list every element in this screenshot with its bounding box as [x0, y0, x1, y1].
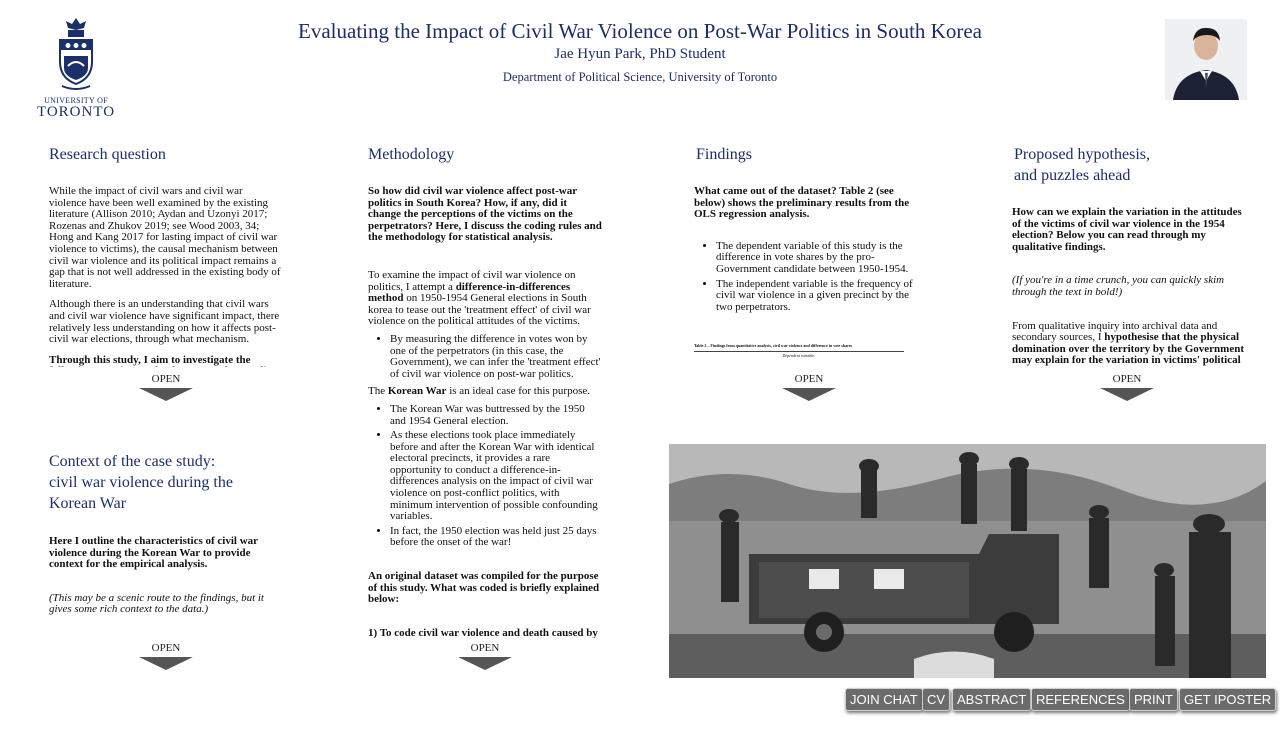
hypothesis-open-button[interactable]: [1097, 373, 1157, 401]
hypothesis-intro: How can we explain the variation in the attitudes of the victims of civil war violence in the 1954 election? Below you can read through my qualitative findings.: [1012, 207, 1242, 253]
korean-war-photo: [669, 444, 1266, 678]
university-logo: [34, 16, 118, 122]
poster-title: Evaluating the Impact of Civil War Violence on Post-War Politics in South Korea: [298, 19, 982, 43]
soldiers-truck-photo-icon: [669, 444, 1266, 678]
logo-toronto: TORONTO: [36, 104, 116, 120]
methodology-paragraph-2: The Korean War is an ideal case for this purpose.: [368, 385, 591, 398]
context-heading-line1: Context of the case study:: [49, 453, 216, 470]
list-item: • As these elections took place immediately before and after the Korean War with identical electoral precincts, it provides a rare opportunity to conduct a difference-in-differences analysis on the impact of civil war violence on post-conflict politics, with minimum intervention of possible confounding variables.: [390, 430, 602, 523]
research-paragraph-1: While the impact of civil wars and civil war violence have been well examined by the existing literature (Allison 2010; Aydan and Uzonyi 2017; Rozenas and Zhukov 2019; see Wood 2003, 34; Hong and Kang 2017 for lasting impact of civil war violence to victims), the causal mechanism between civil war violence and its political impact remains a gap that is not well addressed in the existing body of literature.: [49, 186, 281, 290]
author-photo: [1165, 19, 1247, 100]
findings-intro: What came out of the dataset? Table 2 (see below) shows the preliminary results from the OLS regression analysis.: [694, 186, 910, 221]
hypothesis-heading-line2: and puzzles ahead: [1014, 167, 1131, 184]
findings-open-button[interactable]: [779, 373, 839, 401]
findings-heading: Findings: [696, 146, 753, 163]
author-portrait-icon: [1165, 19, 1247, 100]
methodology-open-button[interactable]: [455, 642, 515, 670]
references-button[interactable]: REFERENCES: [1031, 688, 1130, 711]
research-paragraph-2: Although there is an understanding that civil wars and civil war violence have significant impact, there relatively less understanding on how it affects post-civil war elections, through what mechanism.: [49, 298, 280, 346]
context-paragraph-2: (This may be a scenic route to the findings, but it gives some rich context to the data.): [49, 591, 264, 616]
table-subheader: Dependent variable:: [782, 353, 816, 359]
abstract-button[interactable]: ABSTRACT: [952, 688, 1031, 711]
research-open-button[interactable]: [136, 373, 196, 401]
research-question-heading: Research question: [49, 146, 166, 163]
context-heading-line3: Korean War: [49, 495, 127, 512]
methodology-bullets-2: [368, 404, 602, 549]
open-label: OPEN: [151, 642, 181, 654]
methodology-paragraph-3: An original dataset was compiled for the purpose of this study. What was coded is briefly explained below:: [368, 570, 600, 606]
list-item: • The dependent variable of this study is the difference in vote shares by the pro-Government candidate between 1950-1954.: [716, 241, 926, 276]
findings-table-preview: [694, 343, 904, 358]
cv-button[interactable]: CV: [922, 688, 950, 711]
list-item: • The independent variable is the frequency of civil war violence in a given precinct by the two perpetrators.: [716, 279, 926, 314]
hypothesis-heading-line1: Proposed hypothesis,: [1014, 146, 1150, 163]
crest-icon: [54, 16, 98, 96]
get-iposter-button[interactable]: GET IPOSTER: [1179, 688, 1276, 711]
context-heading: [49, 451, 233, 514]
poster-department: Department of Political Science, University of Toronto: [502, 70, 778, 84]
research-paragraph-3: Through this study, I aim to investigate the: [49, 353, 251, 366]
methodology-intro: So how did civil war violence affect post-war politics in South Korea? How, if any, did it change the perceptions of the victims on the perpetrators? Here, I discuss the coding rules and the methodology for statistical analysis.: [368, 186, 602, 244]
open-label: OPEN: [470, 642, 500, 654]
context-text: [49, 536, 269, 625]
methodology-heading: Methodology: [368, 146, 455, 163]
table-caption: Table 2 – Findings from quantitative analysis, civil war violence and difference in vote shares: [694, 343, 853, 349]
open-label: OPEN: [1112, 373, 1142, 385]
open-arrow-icon: [458, 657, 512, 670]
methodology-paragraph-4: 1) To code civil war violence and death caused by: [368, 626, 598, 638]
open-label: OPEN: [794, 373, 824, 385]
open-arrow-icon: [139, 388, 193, 401]
table-rule: [694, 351, 904, 352]
findings-bullets: [694, 241, 926, 314]
list-item: • The Korean War was buttressed by the 1950 and 1954 General election.: [390, 404, 602, 427]
research-question-text: [49, 186, 281, 367]
poster-header: [200, 18, 1080, 85]
hypothesis-heading: [1014, 144, 1150, 186]
logo-university-of: UNIVERSITY OF: [44, 96, 108, 105]
findings-text: [694, 186, 926, 366]
context-open-button[interactable]: [136, 642, 196, 670]
hypothesis-text: [1012, 207, 1244, 367]
poster-author: Jae Hyun Park, PhD Student: [554, 46, 726, 62]
open-arrow-icon: [782, 388, 836, 401]
context-paragraph-1: Here I outline the characteristics of civil war violence during the Korean War to provide context for the empirical analysis.: [49, 535, 258, 571]
methodology-bullets-1: [368, 334, 602, 380]
methodology-text: [368, 186, 602, 638]
hypothesis-paragraph-1: From qualitative inquiry into archival data and secondary sources, I hypothesise that the physical domination over the territory by the Government may explain for the variation in victims' political: [1012, 319, 1244, 367]
methodology-paragraph-1: To examine the impact of civil war violence on politics, I attempt a difference-in-differences method on 1950-1954 General elections in South korea to tease out the 'treatment effect' of civil war violence on the political attitudes of the victims.: [368, 268, 591, 328]
join-chat-button[interactable]: JOIN CHAT: [845, 688, 923, 711]
list-item: • In fact, the 1950 election was held just 25 days before the onset of the war!: [390, 526, 602, 549]
context-heading-line2: civil war violence during the: [49, 474, 233, 491]
open-arrow-icon: [139, 657, 193, 670]
print-button[interactable]: PRINT: [1129, 688, 1178, 711]
list-item: • By measuring the difference in votes won by one of the perpetrators (in this case, the Government), we can infer the 'treatment effect' of civil war violence on post-war politics.: [390, 334, 602, 380]
open-arrow-icon: [1100, 388, 1154, 401]
open-label: OPEN: [151, 373, 181, 385]
hypothesis-note: (If you're in a time crunch, you can quickly skim through the text in bold!): [1012, 274, 1225, 298]
